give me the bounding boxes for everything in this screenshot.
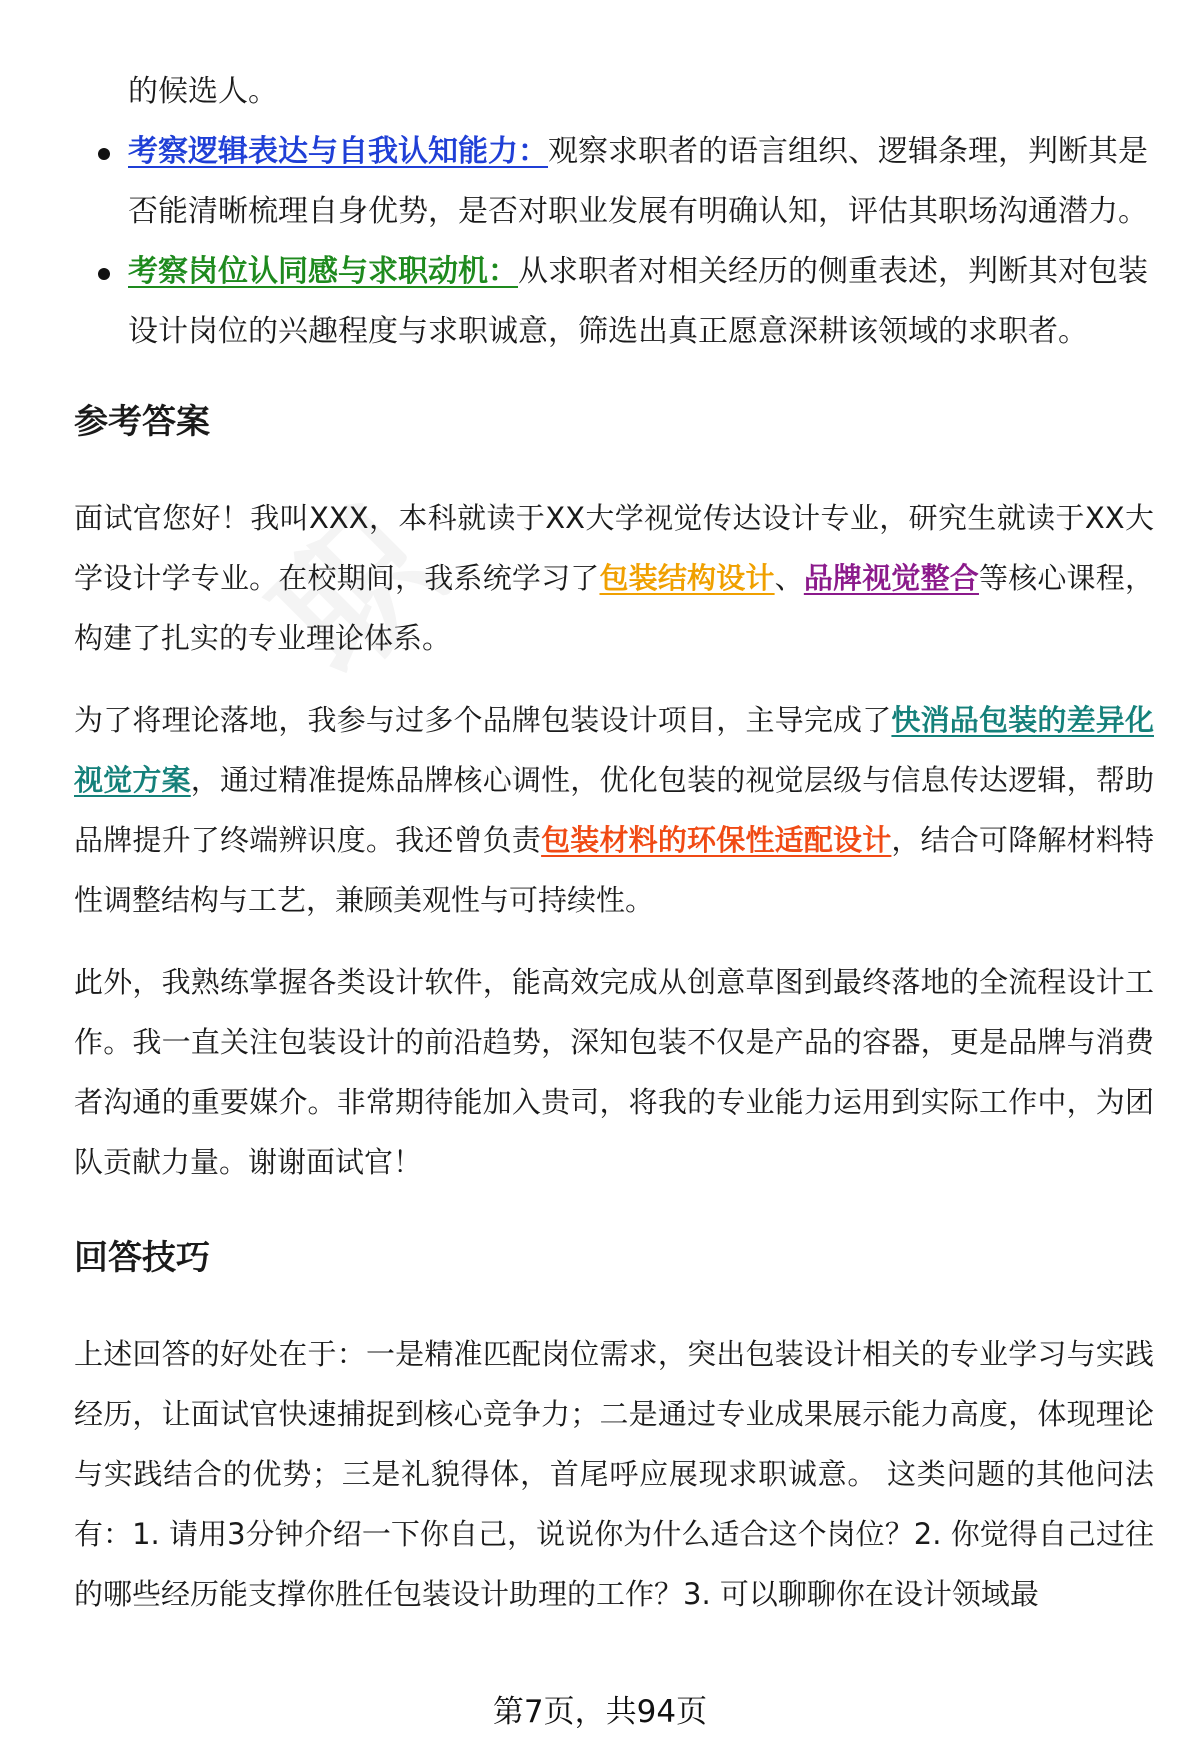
highlight-packaging-structure: 包装结构设计: [599, 561, 775, 595]
page-number: 第7页，共94页: [492, 1694, 708, 1730]
bullet-text: 观察求职者的语言组织、逻辑条理，判断其是否能清晰梳理自身优势，是否对职业发展有明确认知，评估其职场沟通潜力。: [128, 134, 1148, 229]
highlight-eco-material: 包装材料的环保性适配设计: [541, 823, 892, 857]
bullet-text: 从求职者对相关经历的侧重表述，判断其对包装设计岗位的兴趣程度与求职诚意，筛选出真正愿意深耕该领域的求职者。: [128, 254, 1148, 349]
tips-paragraph: 上述回答的好处在于：一是精准匹配岗位需求，突出包装设计相关的专业学习与实践经历，让面试官快速捕捉到核心竞争力；二是通过专业成果展示能力高度，体现理论与实践结合的优势；三是礼貌得体，首尾呼应展现求职诚意。 这类问题的其他问法有：1. 请用3分钟介绍一下你自己，说说你为什么适合这个岗位？2. 你觉得自己过往的哪些经历能支撑你胜任包装设计助理的工作？3. 可以聊聊你在设计领域最: [74, 1337, 1154, 1611]
list-item: [74, 122, 1154, 242]
reference-paragraph-3: 此外，我熟练掌握各类设计软件，能高效完成从创意草图到最终落地的全流程设计工作。我一直关注包装设计的前沿趋势，深知包装不仅是产品的容器，更是品牌与消费者沟通的重要媒介。非常期待能加入贵司，将我的专业能力运用到实际工作中，为团队贡献力量。谢谢面试官！: [74, 965, 1154, 1179]
reference-heading: 参考答案: [74, 402, 210, 442]
list-item: [74, 242, 1154, 362]
paragraph-text: 等核心课程，构建了扎实的专业理论体系。: [74, 561, 1154, 655]
highlight-brand-visual: 品牌视觉整合: [803, 561, 979, 595]
bullet-dot-icon: [98, 268, 110, 280]
bullet-title: 考察逻辑表达与自我认知能力：: [128, 134, 548, 169]
page-content: [74, 62, 1154, 1624]
paragraph-text: 、: [774, 561, 804, 595]
paragraph-text: ，通过精准提炼品牌核心调性，优化包装的视觉层级与信息传达逻辑，帮助品牌提升了终端辨识度。我还曾负责: [74, 763, 1154, 857]
tips-heading: 回答技巧: [74, 1238, 210, 1278]
bullet-dot-icon: [98, 148, 110, 160]
paragraph-text: ，结合可降解材料特性调整结构与工艺，兼顾美观性与可持续性。: [74, 823, 1154, 917]
paragraph-text: 面试官您好！我叫XXX，本科就读于XX大学视觉传达设计专业，研究生就读于XX大学设计学专业。在校期间，我系统学习了: [74, 501, 1154, 595]
evaluation-list: [74, 122, 1154, 362]
paragraph-text: 为了将理论落地，我参与过多个品牌包装设计项目，主导完成了: [74, 703, 892, 737]
highlight-fmcg-visual: 快消品包装的差异化视觉方案: [74, 703, 1154, 797]
bullet-title: 考察岗位认同感与求职动机：: [128, 254, 518, 289]
intro-tail: 的候选人。: [128, 74, 278, 109]
reference-paragraph-1: [74, 488, 1154, 668]
reference-paragraph-2: [74, 690, 1154, 930]
